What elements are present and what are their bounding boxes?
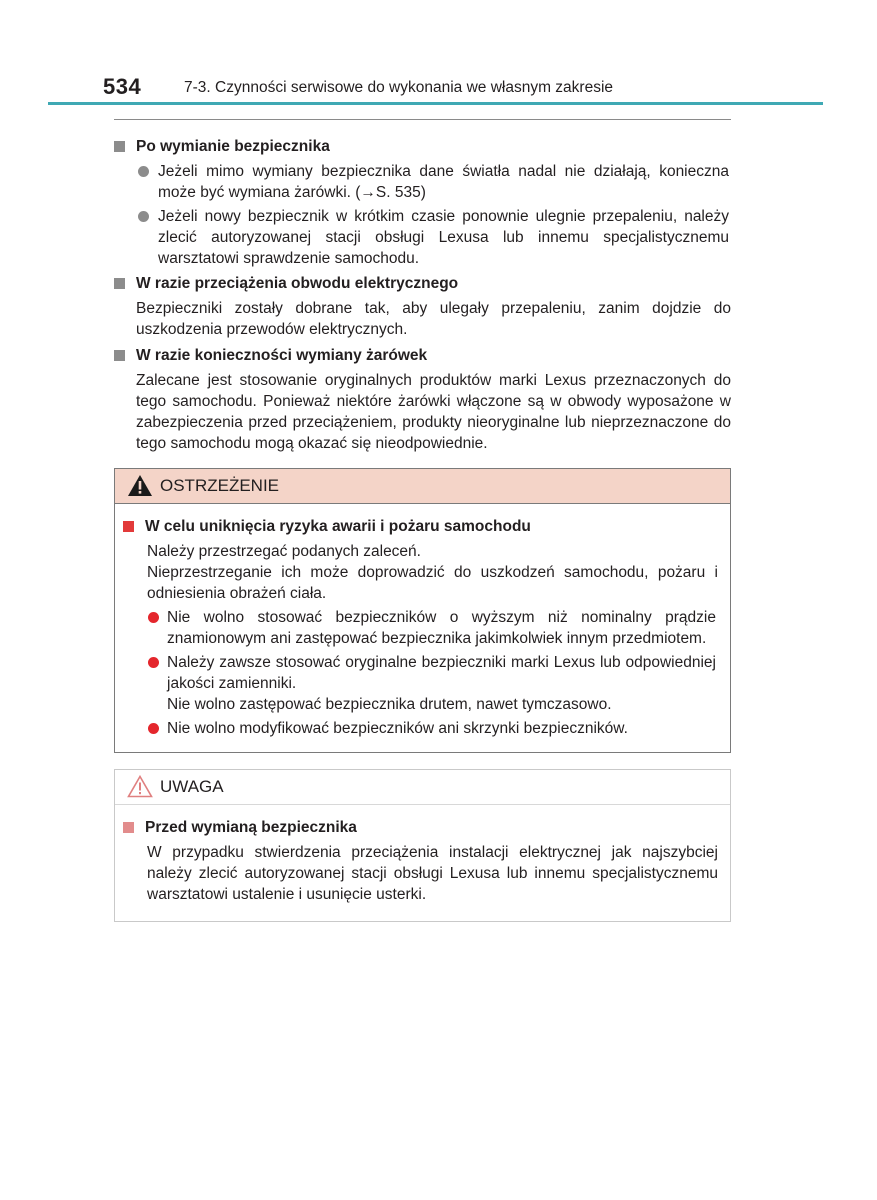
page-number: 534: [103, 74, 142, 99]
heading-text: W celu uniknięcia ryzyka awarii i pożaru samochodu: [145, 518, 531, 535]
heading-text: W razie konieczności wymiany żarówek: [136, 347, 428, 364]
circle-bullet-icon: [138, 166, 149, 177]
list-item: [114, 206, 731, 269]
section-title: 7-3. Czynności serwisowe do wykonania we własnym zakresie: [184, 79, 614, 96]
list-item: [123, 607, 718, 649]
square-bullet-icon: [114, 141, 125, 152]
list-item: [114, 161, 731, 203]
paragraph-line: Nieprzestrzeganie ich może doprowadzić do uszkodzeń samochodu, pożaru i odniesienia obrażeń ciała.: [147, 564, 718, 602]
list-item-text: Jeżeli nowy bezpiecznik w krótkim czasie ponownie ulegnie przepaleniu, należy zlecić autoryzowanej stacji obsługi Lexusa lub innemu specjalistycznemu warsztatowi sprawdzenie samochodu.: [158, 208, 729, 267]
caution-triangle-icon: [127, 775, 153, 798]
square-bullet-icon: [123, 521, 134, 532]
warning-label: OSTRZEŻENIE: [160, 476, 280, 495]
content-divider: [114, 119, 731, 120]
caution-heading: [123, 817, 718, 838]
list-item-text: Jeżeli mimo wymiany bezpiecznika dane światła nadal nie działają, konieczna może być wymiana żarówki. (→S. 535): [158, 163, 729, 201]
list-item-text: Należy zawsze stosować oryginalne bezpieczniki marki Lexus lub odpowiedniej jakości zamienniki.: [167, 654, 716, 692]
circle-bullet-icon: [148, 657, 159, 668]
list-item: [123, 652, 718, 715]
body-paragraph: Zalecane jest stosowanie oryginalnych produktów marki Lexus przeznaczonych do tego samochodu. Ponieważ niektóre żarówki włączone są w obwody wyposażone w zabezpieczenia przed przeciążeniem, produkty nieoryginalne lub nieprzeznaczone do tego samochodu mogą okazać się nieodpowiednie.: [136, 372, 731, 452]
subsection-heading: [114, 273, 731, 294]
square-bullet-icon: [114, 278, 125, 289]
heading-text: Po wymianie bezpiecznika: [136, 138, 330, 155]
warning-box: [114, 468, 731, 753]
paragraph-line: Należy przestrzegać podanych zaleceń.: [147, 543, 421, 560]
subsection-heading: [114, 136, 731, 157]
circle-bullet-icon: [138, 211, 149, 222]
warning-triangle-icon: [127, 474, 153, 497]
list-item-text: Nie wolno modyfikować bezpieczników ani skrzynki bezpieczników.: [167, 720, 628, 737]
list-item-text: Nie wolno stosować bezpieczników o wyższym niż nominalny prądzie znamionowym ani zastępować bezpiecznika jakimkolwiek innym przedmiotem.: [167, 609, 716, 647]
body-paragraph: W przypadku stwierdzenia przeciążenia instalacji elektrycznej jak najszybciej należy zlecić autoryzowanej stacji obsługi Lexusa lub innemu specjalistycznemu warsztatowi ustalenie i usunięcie usterki.: [147, 844, 718, 903]
caution-label: UWAGA: [160, 777, 224, 796]
circle-bullet-icon: [148, 612, 159, 623]
caution-header: [115, 770, 730, 805]
heading-text: W razie przeciążenia obwodu elektrycznego: [136, 275, 459, 292]
list-item: [123, 718, 718, 739]
body-paragraph: Bezpieczniki zostały dobrane tak, aby ulegały przepaleniu, zanim dojdzie do uszkodzenia przewodów elektrycznych.: [136, 300, 731, 338]
body-paragraph: [123, 541, 718, 604]
square-bullet-icon: [114, 350, 125, 361]
caution-box: [114, 769, 731, 922]
list-item-text: Nie wolno zastępować bezpiecznika drutem, nawet tymczasowo.: [167, 696, 612, 713]
caution-body: [115, 805, 730, 921]
warning-body: [115, 504, 730, 752]
subsection-heading: [114, 345, 731, 366]
square-bullet-icon: [123, 822, 134, 833]
circle-bullet-icon: [148, 723, 159, 734]
header-divider: [48, 102, 823, 105]
page-content: [114, 136, 731, 922]
heading-text: Przed wymianą bezpiecznika: [145, 819, 357, 836]
warning-heading: [123, 516, 718, 537]
warning-header: [115, 469, 730, 504]
